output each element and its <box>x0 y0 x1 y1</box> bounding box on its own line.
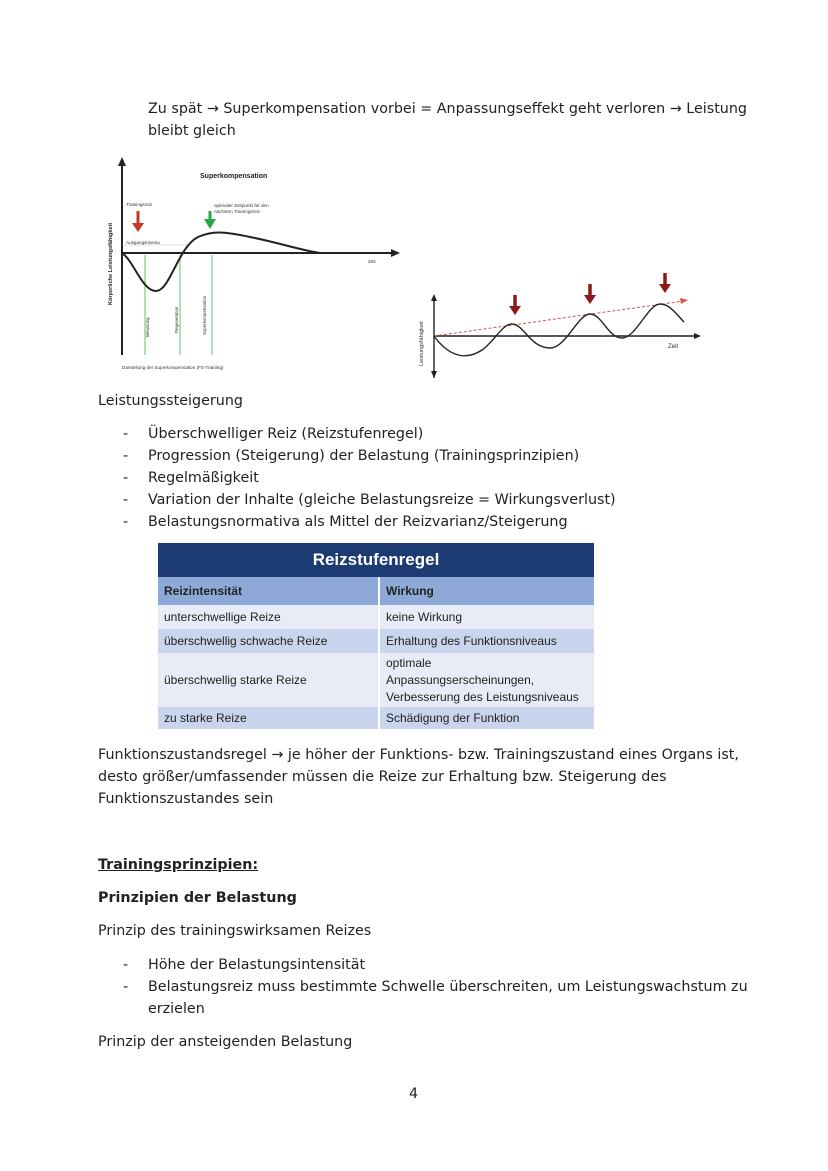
table-row <box>158 653 594 707</box>
phase-label-belastung: Belastung <box>145 317 150 337</box>
table-cell: Erhaltung des Funktionsniveaus <box>386 634 557 648</box>
x-axis-arrow-head <box>391 249 400 257</box>
x-axis-label: Zeit <box>368 259 376 264</box>
figure-caption: Darstellung der Superkompensation (FS-Training) <box>122 365 224 370</box>
funktion-line-2: desto größer/umfassender müssen die Reize zur Erhaltung bzw. Steigerung des <box>98 769 667 785</box>
down-arrow-icon <box>659 284 671 293</box>
table-header-row <box>158 577 594 605</box>
bullet-dash: - <box>123 426 129 442</box>
list-item: Regelmäßigkeit <box>148 470 259 486</box>
intro-line-2: bleibt gleich <box>148 123 236 139</box>
green-arrow-icon <box>204 219 216 229</box>
reizstufenregel-table <box>158 543 594 729</box>
list-item: Variation der Inhalte (gleiche Belastungsreize = Wirkungsverlust) <box>148 492 616 508</box>
x-axis-label: Zeit <box>668 344 679 350</box>
cell-line: optimale <box>386 655 432 670</box>
table-row <box>158 629 594 653</box>
prinzipien-belastung-subheading: Prinzipien der Belastung <box>98 890 297 906</box>
bullet-dash: - <box>123 470 129 486</box>
label-ausgangsniveau: Ausgangsniveau <box>126 240 160 245</box>
y-axis-label: Körperliche Leistungsfähigkeit <box>108 222 114 305</box>
page-number: 4 <box>409 1086 419 1102</box>
table-cell: Schädigung der Funktion <box>386 711 520 725</box>
leistungssteigerung-heading: Leistungssteigerung <box>98 393 243 409</box>
superkompensation-figure <box>100 155 410 380</box>
label-trainingsreiz: Trainingsreiz <box>126 202 153 207</box>
bullet-dash: - <box>123 492 129 508</box>
table-cell: unterschwellige Reize <box>158 605 379 629</box>
leistung-curve <box>434 304 684 356</box>
table-cell: keine Wirkung <box>386 610 463 624</box>
bullet-dash: - <box>123 979 129 995</box>
prinzip-ansteigende-belastung: Prinzip der ansteigenden Belastung <box>98 1034 353 1050</box>
trainingsprinzipien-heading: Trainingsprinzipien: <box>98 857 259 873</box>
cell-line: Anpassungserscheinungen, <box>386 672 535 687</box>
figure-title: Superkompensation <box>200 173 268 180</box>
bullet-dash: - <box>123 448 129 464</box>
table-cell: zu starke Reize <box>158 707 379 729</box>
table-cell <box>379 653 594 707</box>
down-arrow-icon <box>584 295 596 304</box>
list-item: Überschwelliger Reiz (Reizstufenregel) <box>148 426 424 442</box>
label-optimal-1: optimaler Zeitpunkt für den <box>214 203 269 208</box>
red-arrow-icon <box>132 223 144 232</box>
bullet-dash: - <box>123 957 129 973</box>
y-axis-arrow-head <box>118 157 126 166</box>
list-item: Höhe der Belastungsintensität <box>148 957 366 973</box>
funktion-line-1: Funktionszustandsregel → je höher der Funktions- bzw. Trainingszustand eines Organs ist, <box>98 747 739 763</box>
y-axis-label: Leistungsfähigkeit <box>419 321 425 366</box>
trend-line <box>434 301 684 336</box>
bullet-dash: - <box>123 514 129 530</box>
intro-line-1: Zu spät → Superkompensation vorbei = Anpassungseffekt geht verloren → Leistung <box>148 101 748 117</box>
table-cell: überschwellig starke Reize <box>158 653 379 707</box>
down-arrow-icon <box>509 306 521 315</box>
list-item: Progression (Steigerung) der Belastung (Trainingsprinzipien) <box>148 448 580 464</box>
list-item-continuation: erzielen <box>148 1001 205 1017</box>
leistungsfaehigkeit-figure <box>412 268 702 383</box>
label-optimal-2: nächsten Trainingsreiz <box>214 209 260 214</box>
cell-line: Verbesserung des Leistungsniveaus <box>386 689 579 704</box>
table-title: Reizstufenregel <box>158 543 594 577</box>
table-cell: überschwellig schwache Reize <box>158 629 379 653</box>
column-header-wirkung: Wirkung <box>386 584 434 598</box>
phase-label-superkompensation: Superkompensation <box>202 295 207 335</box>
table-row <box>158 707 594 729</box>
prinzip-trainingswirksamer-reiz: Prinzip des trainingswirksamen Reizes <box>98 923 372 939</box>
table-row <box>158 605 594 629</box>
list-item: Belastungsreiz muss bestimmte Schwelle überschreiten, um Leistungswachstum zu <box>148 979 748 995</box>
column-header-reizintensitaet: Reizintensität <box>158 577 379 605</box>
list-item: Belastungsnormativa als Mittel der Reizvarianz/Steigerung <box>148 514 568 530</box>
phase-label-regeneration: Regeneration <box>174 306 179 333</box>
funktion-line-3: Funktionszustandes sein <box>98 791 274 807</box>
